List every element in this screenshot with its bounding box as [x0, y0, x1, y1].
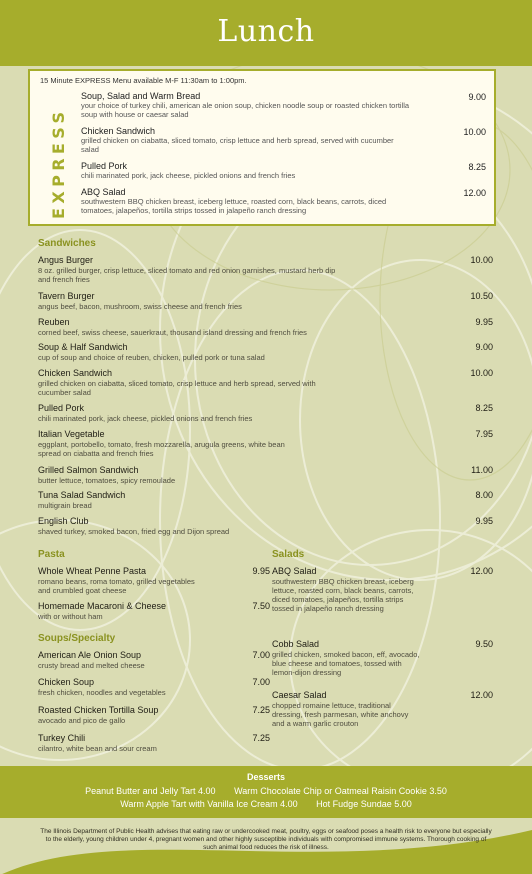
section-heading-pasta: Pasta — [38, 549, 65, 560]
item-description: romano beans, roma tomato, grilled vegetables and crumbled goat cheese — [38, 577, 195, 595]
menu-item — [38, 490, 493, 510]
item-name: Chicken Sandwich — [38, 368, 113, 378]
item-price: 12.00 — [463, 188, 486, 198]
item-price: 9.00 — [475, 342, 493, 352]
item-name: Tavern Burger — [38, 291, 95, 301]
item-price: 9.50 — [475, 639, 493, 649]
item-name: Pulled Pork — [81, 161, 128, 171]
dessert-name: Warm Apple Tart with Vanilla Ice Cream — [120, 799, 278, 809]
dessert-name: Warm Chocolate Chip or Oatmeal Raisin Cookie — [234, 786, 427, 796]
item-price: 9.00 — [468, 92, 486, 102]
menu-item — [38, 677, 270, 697]
express-note: 15 Minute EXPRESS Menu available M-F 11:30am to 1:00pm. — [40, 76, 247, 85]
item-price: 8.00 — [475, 490, 493, 500]
item-description: grilled chicken on ciabatta, sliced tomato, crisp lettuce and herb spread, served with cucumber salad — [81, 136, 394, 154]
item-description: southwestern BBQ chicken breast, iceberg lettuce, roasted corn, black beans, carrots, diced tomatoes, jalapeños, tortilla strips tossed in jalapeño ranch dressing — [81, 197, 387, 215]
item-description: butter lettuce, tomatoes, spicy remoulade — [38, 476, 176, 485]
item-name: Soup & Half Sandwich — [38, 342, 128, 352]
menu-item — [38, 255, 493, 284]
item-description: corned beef, swiss cheese, sauerkraut, thousand island dressing and french fries — [38, 328, 307, 337]
item-name: Chicken Soup — [38, 677, 95, 687]
dessert-item — [120, 799, 297, 809]
item-name: ABQ Salad — [272, 566, 317, 576]
menu-item — [38, 465, 493, 485]
health-disclaimer: The Illinois Department of Public Health advises that eating raw or undercooked meat, poultry, eggs or seafood poses a health risk to everyone but especially to the elderly, young children under 4, pregnant women and other highly susceptible individuals with compromised immune systems. Thorough cooking of such animal food reduces the risk of illness. — [40, 828, 492, 851]
item-description: chili marinated pork, jack cheese, pickled onions and french fries — [38, 414, 253, 423]
menu-item — [38, 403, 493, 423]
dessert-price: 4.00 — [198, 786, 216, 796]
dessert-name: Peanut Butter and Jelly Tart — [85, 786, 196, 796]
item-price: 7.00 — [252, 650, 270, 660]
item-price: 10.50 — [470, 291, 493, 301]
item-price: 8.25 — [475, 403, 493, 413]
item-description: cup of soup and choice of reuben, chicken, pulled pork or tuna salad — [38, 353, 265, 362]
item-description: cilantro, white bean and sour cream — [38, 744, 157, 753]
menu-item — [38, 368, 493, 397]
item-description: multigrain bread — [38, 501, 92, 510]
item-name: Pulled Pork — [38, 403, 85, 413]
item-name: Homemade Macaroni & Cheese — [38, 601, 167, 611]
menu-item — [38, 317, 493, 337]
item-name: Turkey Chili — [38, 733, 86, 743]
item-price: 7.25 — [252, 733, 270, 743]
section-heading-soups: Soups/Specialty — [38, 633, 116, 644]
item-description: avocado and pico de gallo — [38, 716, 126, 725]
item-description: shaved turkey, smoked bacon, fried egg and Dijon spread — [38, 527, 230, 536]
menu-item — [38, 429, 493, 458]
dessert-price: 3.50 — [429, 786, 447, 796]
item-price: 9.95 — [475, 317, 493, 327]
item-description: 8 oz. grilled burger, crisp lettuce, sliced tomato and red onion garnishes, mustard herb dip and french fries — [38, 266, 336, 284]
dessert-price: 4.00 — [280, 799, 298, 809]
section-heading-sandwiches: Sandwiches — [38, 238, 96, 249]
item-description: eggplant, portobello, tomato, fresh mozzarella, arugula greens, white bean spread on ciabatta and french fries — [38, 440, 285, 458]
item-name: ABQ Salad — [81, 187, 126, 197]
item-name: Chicken Sandwich — [81, 126, 156, 136]
menu-item — [272, 639, 493, 677]
menu-item — [272, 690, 493, 728]
dessert-item — [234, 786, 447, 796]
item-name: Tuna Salad Sandwich — [38, 490, 126, 500]
section-heading-desserts: Desserts — [246, 772, 286, 782]
desserts-row — [0, 799, 532, 809]
item-name: Angus Burger — [38, 255, 94, 265]
item-name: Soup, Salad and Warm Bread — [81, 91, 201, 101]
item-description: your choice of turkey chili, american ale onion soup, chicken noodle soup or roasted chicken tortilla soup with house or caesar salad — [81, 101, 410, 119]
item-price: 12.00 — [470, 690, 493, 700]
item-price: 9.95 — [475, 516, 493, 526]
item-description: southwestern BBQ chicken breast, iceberg lettuce, roasted corn, black beans, carrots, diced tomatoes, jalapeños, tortilla strips tossed in jalapeño ranch dressing — [272, 577, 414, 613]
menu-item — [38, 342, 493, 362]
menu-item — [38, 601, 270, 621]
menu-item — [38, 291, 493, 311]
item-price: 10.00 — [470, 368, 493, 378]
item-name: Italian Vegetable — [38, 429, 105, 439]
item-name: Grilled Salmon Sandwich — [38, 465, 139, 475]
desserts-bar — [0, 766, 532, 818]
item-price: 8.25 — [468, 162, 486, 172]
item-price: 7.50 — [252, 601, 270, 611]
item-name: Whole Wheat Penne Pasta — [38, 566, 147, 576]
item-price: 11.00 — [471, 465, 493, 475]
dessert-name: Hot Fudge Sundae — [316, 799, 392, 809]
item-description: crusty bread and melted cheese — [38, 661, 145, 670]
item-price: 7.00 — [252, 677, 270, 687]
page-title: Lunch — [217, 14, 315, 49]
dessert-item — [316, 799, 412, 809]
desserts-row — [0, 786, 532, 796]
section-heading-salads: Salads — [272, 549, 305, 560]
item-name: Caesar Salad — [272, 690, 327, 700]
item-price: 7.95 — [475, 429, 493, 439]
item-name: English Club — [38, 516, 89, 526]
item-name: Cobb Salad — [272, 639, 320, 649]
item-name: Roasted Chicken Tortilla Soup — [38, 705, 159, 715]
item-description: grilled chicken, smoked bacon, eff, avocado, blue cheese and tomatoes, tossed with lemon-dijon dressing — [272, 650, 420, 677]
item-price: 10.00 — [463, 127, 486, 137]
menu-item — [272, 566, 493, 613]
item-name: Reuben — [38, 317, 70, 327]
item-price: 9.95 — [252, 566, 270, 576]
menu-item — [38, 566, 270, 595]
item-description: chopped romaine lettuce, traditional dressing, fresh parmesan, white anchovy and a warm garlic crouton — [272, 701, 409, 728]
item-description: with or without ham — [38, 612, 103, 621]
item-description: angus beef, bacon, mushroom, swiss cheese and french fries — [38, 302, 242, 311]
menu-item — [38, 650, 270, 670]
item-name: American Ale Onion Soup — [38, 650, 142, 660]
menu-item — [38, 733, 270, 753]
item-price: 12.00 — [470, 566, 493, 576]
menu-item — [38, 516, 493, 536]
item-price: 7.25 — [252, 705, 270, 715]
express-vertical-label: EXPRESS — [49, 107, 68, 219]
dessert-price: 5.00 — [394, 799, 412, 809]
item-price: 10.00 — [470, 255, 493, 265]
item-description: fresh chicken, noodles and vegetables — [38, 688, 166, 697]
item-description: chili marinated pork, jack cheese, pickled onions and french fries — [81, 171, 296, 180]
item-description: grilled chicken on ciabatta, sliced tomato, crisp lettuce and herb spread, served with cucumber salad — [38, 379, 316, 397]
dessert-item — [85, 786, 215, 796]
menu-item — [38, 705, 270, 725]
